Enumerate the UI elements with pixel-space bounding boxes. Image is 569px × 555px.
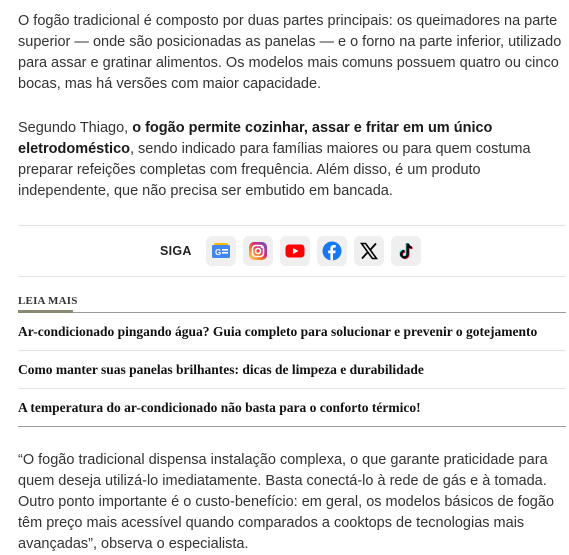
tiktok-button[interactable] [391,236,421,266]
x-button[interactable] [354,236,384,266]
x-icon [360,242,378,260]
youtube-icon [285,244,305,258]
facebook-icon [322,241,342,261]
google-news-icon [211,242,231,260]
read-more-link[interactable]: Ar-condicionado pingando água? Guia completo para solucionar e prevenir o gotejamento [18,313,566,351]
article-paragraph: “O fogão tradicional dispensa instalação complexa, o que garante praticidade para quem deseja utilizá-lo imediatamente. Basta conectá-lo à rede de gás e à tomada. Outro ponto importante é o custo-benefício: em geral, os modelos básicos de fogão têm preço mais acessível quando comparados a cooktops de tecnologias mais avançadas”, observa o especialista. [18,452,555,552]
tiktok-icon [397,241,415,261]
follow-label: SIGA [160,244,192,258]
read-more-title: LEIA MAIS [18,295,566,312]
facebook-button[interactable] [317,236,347,266]
paragraph-text: , sendo indicado para famílias maiores ou para quem costuma preparar refeições completas com frequência. Além disso, é um produto independente, que não precisa ser embutido em bancada. [18,141,531,199]
paragraph-text: Segundo Thiago, [18,120,133,136]
instagram-button[interactable] [243,236,273,266]
google-news-button[interactable] [206,236,236,266]
follow-bar [18,225,566,277]
instagram-icon [248,241,268,261]
article-paragraph [18,118,566,202]
youtube-button[interactable] [280,236,310,266]
svg-text:G: G [214,248,221,257]
read-more-section [18,295,566,427]
article-paragraph: O fogão tradicional é composto por duas partes principais: os queimadores na parte superior — onde são posicionadas as panelas — e o forno na parte inferior, utilizado para assar e gratinar alimentos. Os modelos mais comuns possuem quatro ou cinco bocas, mas há versões com maior capacidade. [18,13,562,92]
read-more-link[interactable]: A temperatura do ar-condicionado não basta para o conforto térmico! [18,389,566,427]
paragraph-bold-text: o fogão permite cozinhar, assar e fritar em um único eletrodoméstico [18,120,493,157]
read-more-link[interactable]: Como manter suas panelas brilhantes: dicas de limpeza e durabilidade [18,351,566,389]
